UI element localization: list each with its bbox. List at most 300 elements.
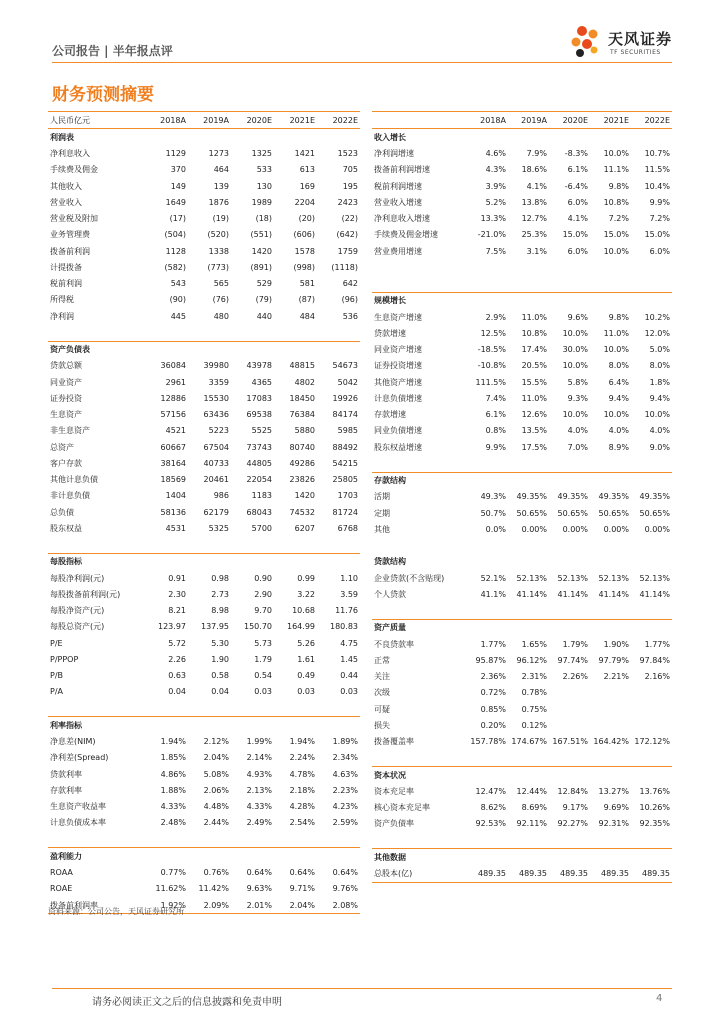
value-cell: 4.0% [608, 426, 629, 436]
row-label: 生息资产增速 [374, 312, 422, 322]
value-cell: 2423 [337, 197, 358, 207]
row-label: 其他计息负债 [50, 475, 98, 485]
value-cell [231, 717, 274, 734]
value-cell: 4.33% [160, 802, 186, 812]
value-cell [590, 619, 631, 636]
value-cell [549, 554, 590, 570]
value-cell [631, 259, 672, 275]
row-label: 损失 [374, 720, 390, 730]
row-label: 股东权益增速 [374, 442, 422, 452]
value-cell [631, 619, 672, 636]
row-label: 存款利率 [50, 785, 82, 795]
value-cell: 11.0% [521, 393, 547, 403]
value-cell: 2.59% [332, 818, 358, 828]
value-cell: 13.8% [521, 197, 547, 207]
table-row [372, 325, 672, 341]
value-cell: (79) [255, 295, 272, 305]
row-label: 业务管理费 [50, 230, 90, 240]
row-label: 关注 [374, 672, 390, 682]
value-cell: 1.94% [160, 737, 186, 747]
value-cell: 11.42% [198, 884, 229, 894]
value-cell: 23826 [289, 475, 315, 485]
table-row [372, 390, 672, 406]
value-cell: 180.83 [330, 622, 358, 632]
value-cell: 2.21% [603, 672, 629, 682]
value-cell: (582) [164, 262, 186, 272]
row-label: 利率指标 [48, 717, 146, 734]
value-cell: 2.06% [203, 785, 229, 795]
table-row [48, 423, 360, 439]
value-cell: 157.78% [470, 737, 506, 747]
value-cell: 0.90 [254, 573, 272, 583]
value-cell: 167.51% [552, 737, 588, 747]
row-label [372, 832, 467, 849]
section-header-row [372, 554, 672, 570]
value-cell: 3.22 [297, 589, 315, 599]
table-row [372, 800, 672, 816]
value-cell [631, 603, 672, 620]
row-label: 利润表 [48, 129, 146, 146]
value-cell: 533 [256, 165, 272, 175]
table-row [48, 520, 360, 536]
section-header-row [48, 848, 360, 865]
value-cell: 1.77% [644, 639, 670, 649]
value-cell: 0.54 [254, 671, 272, 681]
table-row [48, 750, 360, 766]
value-cell: 5985 [337, 426, 358, 436]
value-cell: 9.9% [485, 442, 506, 452]
value-cell: 164.42% [593, 737, 629, 747]
value-cell: 4.86% [160, 769, 186, 779]
value-cell: 7.5% [485, 246, 506, 256]
value-cell: 41.14% [639, 589, 670, 599]
table-row [372, 816, 672, 832]
table-row [48, 308, 360, 324]
table-row [372, 570, 672, 586]
value-cell [317, 129, 360, 146]
value-cell: 80740 [289, 442, 315, 452]
value-cell [467, 129, 508, 146]
row-label: P/A [50, 687, 63, 697]
value-cell: 1421 [294, 149, 315, 159]
value-cell: (504) [164, 230, 186, 240]
value-cell: 9.70 [254, 606, 272, 616]
value-cell: 12.5% [480, 328, 506, 338]
value-cell: 480 [213, 311, 229, 321]
value-cell: 2.04% [274, 897, 317, 914]
value-cell: 1.85% [160, 753, 186, 763]
row-label: 其他数据 [372, 849, 467, 866]
value-cell: 10.0% [603, 246, 629, 256]
value-cell: 445 [170, 311, 186, 321]
value-cell [549, 701, 590, 717]
section-header-row [48, 341, 360, 358]
value-cell [146, 831, 188, 848]
value-cell: 97.74% [557, 655, 588, 665]
value-cell: 4.6% [485, 149, 506, 159]
value-cell: 12.44% [516, 786, 547, 796]
row-label: 可疑 [374, 704, 390, 714]
table-row [48, 586, 360, 602]
value-cell: 440 [256, 311, 272, 321]
row-label: 营业收入 [50, 197, 82, 207]
value-cell [631, 717, 672, 733]
value-cell: 529 [256, 279, 272, 289]
value-cell: 2.14% [246, 753, 272, 763]
value-cell: 0.63 [168, 671, 186, 681]
value-cell [508, 849, 549, 866]
value-cell: 97.79% [598, 655, 629, 665]
value-cell: 705 [342, 165, 358, 175]
value-cell: -18.5% [477, 345, 506, 355]
value-cell [231, 831, 274, 848]
value-cell: 10.0% [562, 410, 588, 420]
value-cell: 2204 [294, 197, 315, 207]
table-row [48, 358, 360, 374]
table-row [48, 162, 360, 178]
row-label: 计息负债成本率 [50, 818, 106, 828]
value-cell: 4.1% [526, 181, 547, 191]
value-cell: 12.7% [521, 214, 547, 224]
value-cell: (551) [250, 230, 272, 240]
value-cell [274, 324, 317, 341]
value-cell: 1420 [251, 246, 272, 256]
value-cell: 49.35% [639, 492, 670, 502]
value-cell: 68043 [246, 507, 272, 517]
value-cell: 9.17% [562, 803, 588, 813]
row-label [372, 276, 467, 293]
table-row [372, 358, 672, 374]
value-cell: 8.98 [211, 606, 229, 616]
table-row [372, 636, 672, 652]
value-cell [467, 554, 508, 570]
value-cell: 5.8% [567, 377, 588, 387]
value-cell: 0.91 [168, 573, 186, 583]
value-cell: 164.99 [287, 622, 315, 632]
value-cell: 9.4% [649, 393, 670, 403]
value-cell: 1128 [165, 246, 186, 256]
value-cell: 5.08% [203, 769, 229, 779]
value-cell [146, 129, 188, 146]
value-cell: 2.90 [254, 589, 272, 599]
value-cell [549, 849, 590, 866]
value-cell [317, 324, 360, 341]
value-cell [590, 276, 631, 293]
value-cell: 74532 [289, 507, 315, 517]
value-cell: 2961 [165, 377, 186, 387]
value-cell: 0.04 [211, 687, 229, 697]
value-cell: 149 [170, 181, 186, 191]
table-row [48, 504, 360, 520]
value-cell: 6.0% [567, 246, 588, 256]
header-label-cell [372, 112, 467, 129]
value-cell [590, 472, 631, 489]
value-cell: 484 [299, 311, 315, 321]
value-cell: 17.4% [521, 345, 547, 355]
value-cell: 613 [299, 165, 315, 175]
value-cell [274, 831, 317, 848]
value-cell: 0.04 [168, 687, 186, 697]
value-cell: 370 [170, 165, 186, 175]
value-cell: 9.63% [246, 884, 272, 894]
value-cell: 3.9% [485, 181, 506, 191]
value-cell: 0.64% [289, 868, 315, 878]
value-cell: 1703 [337, 491, 358, 501]
table-row [372, 259, 672, 275]
value-cell: 36084 [160, 361, 186, 371]
table-row [48, 194, 360, 210]
value-cell: (773) [207, 262, 229, 272]
value-cell: 8.62% [480, 803, 506, 813]
value-cell: 1.8% [649, 377, 670, 387]
table-row [48, 243, 360, 259]
value-cell: 10.0% [644, 410, 670, 420]
value-cell: 5.0% [649, 345, 670, 355]
value-cell: 150.70 [244, 622, 272, 632]
value-cell: -10.8% [477, 361, 506, 371]
value-cell: 1759 [337, 246, 358, 256]
footer-divider [52, 988, 672, 989]
value-cell [590, 701, 631, 717]
row-label: P/B [50, 671, 64, 681]
value-cell: 11.0% [603, 328, 629, 338]
value-cell [317, 553, 360, 570]
value-cell: 41.1% [480, 589, 506, 599]
table-row [372, 227, 672, 243]
value-cell: 2.24% [289, 753, 315, 763]
value-cell: 49286 [289, 458, 315, 468]
table-row [48, 439, 360, 455]
row-label: 客户存款 [50, 458, 82, 468]
table-row [48, 881, 360, 897]
value-cell [467, 472, 508, 489]
value-cell: 9.8% [608, 312, 629, 322]
value-cell: 565 [213, 279, 229, 289]
row-label: 盈利能力 [48, 848, 146, 865]
row-label: 正常 [374, 655, 390, 665]
table-row [372, 832, 672, 849]
value-cell: (1118) [331, 262, 358, 272]
value-cell: 1.92% [146, 897, 188, 914]
value-cell: 1.79% [562, 639, 588, 649]
row-label: 净利息收入 [50, 149, 90, 159]
row-label [372, 538, 467, 554]
table-row [372, 586, 672, 602]
value-cell [231, 341, 274, 358]
section-header-row [372, 619, 672, 636]
value-cell [590, 554, 631, 570]
value-cell: 10.7% [644, 149, 670, 159]
row-label [48, 537, 146, 554]
value-cell: 536 [342, 311, 358, 321]
value-cell: 137.95 [201, 622, 229, 632]
value-cell: 5325 [208, 523, 229, 533]
header-year-cell: 2018A [146, 112, 188, 129]
table-row [48, 276, 360, 292]
table-row [372, 243, 672, 259]
value-cell: 92.11% [516, 819, 547, 829]
value-cell: 1.61 [297, 654, 315, 664]
row-label: 个人贷款 [374, 589, 406, 599]
value-cell: 96.12% [516, 655, 547, 665]
value-cell: 4.33% [246, 802, 272, 812]
value-cell: 20.5% [521, 361, 547, 371]
row-label: 拨备覆盖率 [374, 737, 414, 747]
value-cell: 30.0% [562, 345, 588, 355]
value-cell: 25805 [332, 475, 358, 485]
value-cell: 8.0% [649, 361, 670, 371]
row-label: 证券投资 [50, 393, 82, 403]
value-cell: 0.03 [254, 687, 272, 697]
value-cell: 5525 [251, 426, 272, 436]
table-row [372, 669, 672, 685]
value-cell: 9.0% [649, 442, 670, 452]
row-label: 贷款总额 [50, 361, 82, 371]
value-cell: 4.3% [485, 165, 506, 175]
value-cell: 0.72% [480, 688, 506, 698]
table-row [48, 178, 360, 194]
table-row [48, 146, 360, 162]
table-row [372, 211, 672, 227]
value-cell: 1.77% [480, 639, 506, 649]
value-cell [508, 276, 549, 293]
value-cell: 3.59 [340, 589, 358, 599]
value-cell: 2.23% [332, 785, 358, 795]
value-cell [467, 292, 508, 309]
value-cell: 81724 [332, 507, 358, 517]
value-cell: (998) [293, 262, 315, 272]
row-label: 资产负债率 [374, 819, 414, 829]
value-cell: 49.35% [557, 492, 588, 502]
value-cell: 62179 [203, 507, 229, 517]
value-cell: 2.54% [289, 818, 315, 828]
row-label [372, 455, 467, 472]
value-cell: 2.16% [644, 672, 670, 682]
value-cell: 0.20% [480, 720, 506, 730]
table-row [48, 324, 360, 341]
value-cell [146, 341, 188, 358]
value-cell: 4.75 [340, 638, 358, 648]
value-cell: 1338 [208, 246, 229, 256]
value-cell [467, 538, 508, 554]
table-row [48, 407, 360, 423]
value-cell: 0.00% [521, 524, 547, 534]
value-cell: 1.89% [332, 737, 358, 747]
value-cell: 67504 [203, 442, 229, 452]
value-cell: 5.2% [485, 197, 506, 207]
logo-text: 天风证券 [608, 30, 673, 48]
value-cell [631, 276, 672, 293]
table-header-row [48, 112, 360, 129]
row-label: 总股本(亿) [372, 866, 467, 883]
row-label: P/E [50, 638, 63, 648]
header-year-cell: 2019A [188, 112, 231, 129]
value-cell: 8.69% [521, 803, 547, 813]
value-cell: 6.0% [649, 246, 670, 256]
value-cell: (87) [298, 295, 315, 305]
value-cell [549, 538, 590, 554]
table-row [48, 227, 360, 243]
value-cell [549, 750, 590, 767]
value-cell [274, 717, 317, 734]
value-cell [508, 472, 549, 489]
table-row [372, 407, 672, 423]
row-label: 贷款增速 [374, 328, 406, 338]
row-label: P/PPOP [50, 654, 79, 664]
row-label: 同业负债增速 [374, 426, 422, 436]
value-cell: 1.45 [340, 654, 358, 664]
value-cell: 10.0% [603, 410, 629, 420]
row-label: 次级 [374, 688, 390, 698]
value-cell: 43978 [246, 361, 272, 371]
value-cell: (96) [341, 295, 358, 305]
value-cell: 2.13% [246, 785, 272, 795]
value-cell: 1129 [165, 149, 186, 159]
value-cell: 10.68 [292, 606, 315, 616]
table-row [48, 684, 360, 700]
value-cell: 2.73 [211, 589, 229, 599]
table-row [372, 423, 672, 439]
value-cell: 52.13% [639, 573, 670, 583]
value-cell: 0.0% [485, 524, 506, 534]
table-row [372, 717, 672, 733]
value-cell [508, 767, 549, 784]
value-cell: 2.04% [203, 753, 229, 763]
table-row [48, 865, 360, 881]
row-label: ROAA [50, 868, 73, 878]
row-label: 所得税 [50, 295, 74, 305]
value-cell: 6.4% [608, 377, 629, 387]
value-cell [467, 276, 508, 293]
value-cell: 11.76 [335, 606, 358, 616]
row-label: 拨备前利润率 [48, 897, 146, 914]
value-cell [631, 554, 672, 570]
value-cell: 6207 [294, 523, 315, 533]
value-cell [590, 455, 631, 472]
value-cell: 15.5% [521, 377, 547, 387]
header-label-cell: 人民币亿元 [48, 112, 146, 129]
row-label: 存款结构 [372, 472, 467, 489]
table-row [372, 505, 672, 521]
value-cell: 123.97 [158, 622, 186, 632]
value-cell [549, 276, 590, 293]
row-label: 资产质量 [372, 619, 467, 636]
value-cell: 0.77% [160, 868, 186, 878]
value-cell: 13.27% [598, 786, 629, 796]
value-cell: 0.49 [297, 671, 315, 681]
value-cell [631, 538, 672, 554]
value-cell: 52.13% [557, 573, 588, 583]
table-row [372, 146, 672, 162]
row-label: 营业收入增速 [374, 197, 422, 207]
value-cell: 0.64% [246, 868, 272, 878]
value-cell [549, 832, 590, 849]
row-label [48, 831, 146, 848]
value-cell: 11.1% [603, 165, 629, 175]
value-cell: (20) [298, 214, 315, 224]
value-cell: 2.30 [168, 589, 186, 599]
value-cell: 0.98 [211, 573, 229, 583]
value-cell: 0.64% [332, 868, 358, 878]
value-cell: 76384 [289, 410, 315, 420]
table-row [48, 700, 360, 717]
value-cell: 50.65% [598, 508, 629, 518]
header-year-cell: 2022E [317, 112, 360, 129]
row-label: 资本状况 [372, 767, 467, 784]
row-label: 营业费用增速 [374, 246, 422, 256]
value-cell [231, 129, 274, 146]
value-cell: 92.35% [639, 819, 670, 829]
